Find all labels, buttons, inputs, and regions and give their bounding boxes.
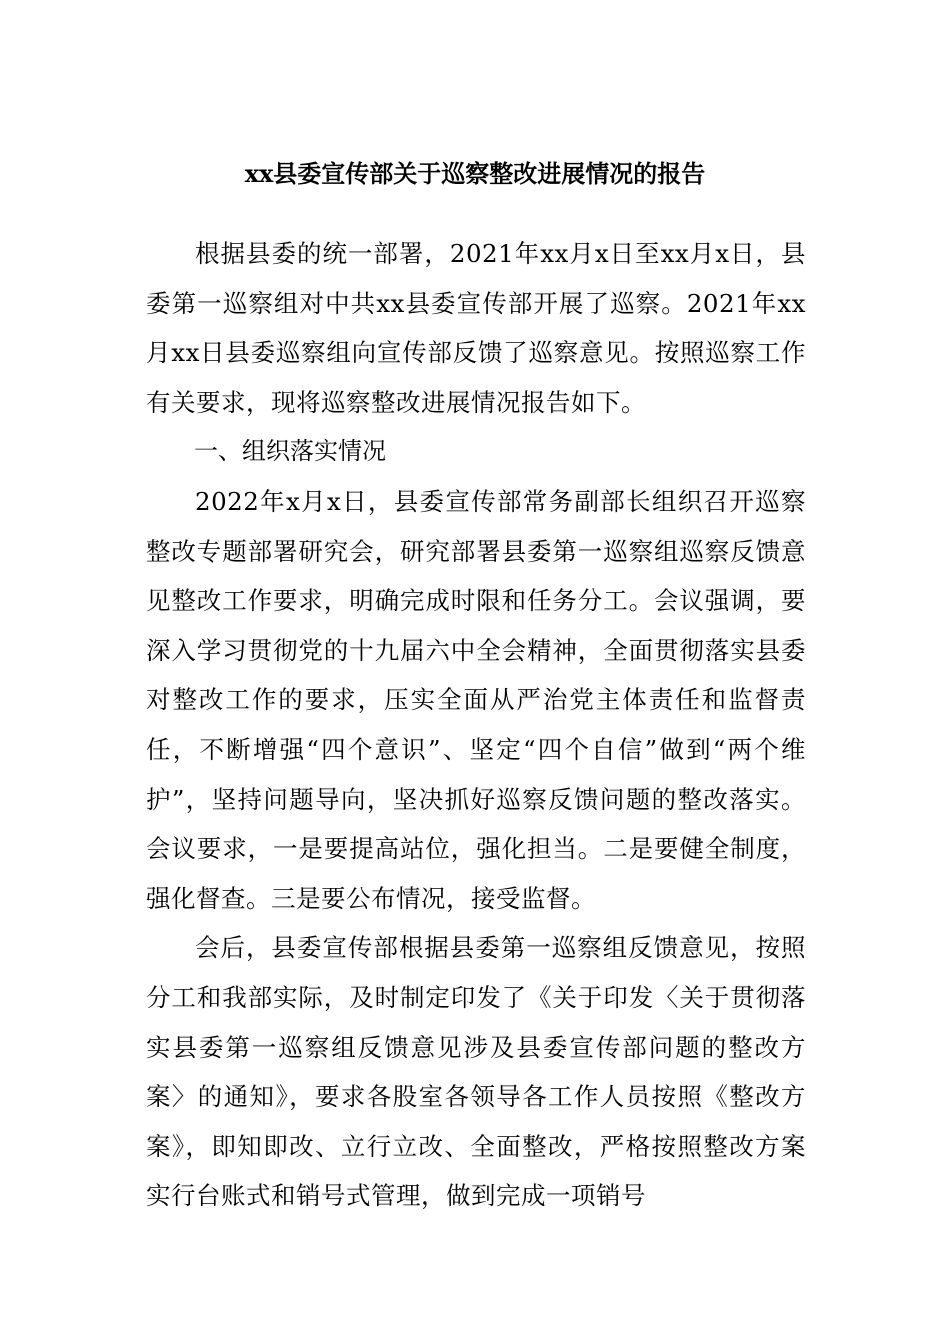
document-body bbox=[146, 229, 806, 1221]
meeting-paragraph: 2022年x月x日，县委宣传部常务副部长组织召开巡察整改专题部署研究会，研究部署县委第一巡察组巡察反馈意见整改工作要求，明确完成时限和任务分工。会议强调，要深入学习贯彻党的十九届六中全会精神，全面贯彻落实县委对整改工作的要求，压实全面从严治党主体责任和监督责任，不断增强“四个意识”、坚定“四个自信”做到“两个维护”，坚持问题导向，坚决抓好巡察反馈问题的整改落实。会议要求，一是要提高站位，强化担当。二是要健全制度，强化督查。三是要公布情况，接受监督。 bbox=[146, 486, 806, 913]
section-heading-organization: 一、组织落实情况 bbox=[194, 437, 386, 466]
intro-paragraph: 根据县委的统一部署，2021年xx月x日至xx月x日，县委第一巡察组对中共xx县委宣传部开展了巡察。2021年xx月xx日县委巡察组向宣传部反馈了巡察意见。按照巡察工作有关要求，现将巡察整改进展情况报告如下。 bbox=[146, 239, 806, 417]
follow-up-paragraph: 会后，县委宣传部根据县委第一巡察组反馈意见，按照分工和我部实际，及时制定印发了《关于印发〈关于贯彻落实县委第一巡察组反馈意见涉及县委宣传部问题的整改方案〉的通知》，要求各股室各领导各工作人员按照《整改方案》，即知即改、立行立改、全面整改，严格按照整改方案实行台账式和销号式管理，做到完成一项销号 bbox=[146, 933, 806, 1211]
document-title: xx县委宣传部关于巡察整改进展情况的报告 bbox=[244, 159, 706, 188]
